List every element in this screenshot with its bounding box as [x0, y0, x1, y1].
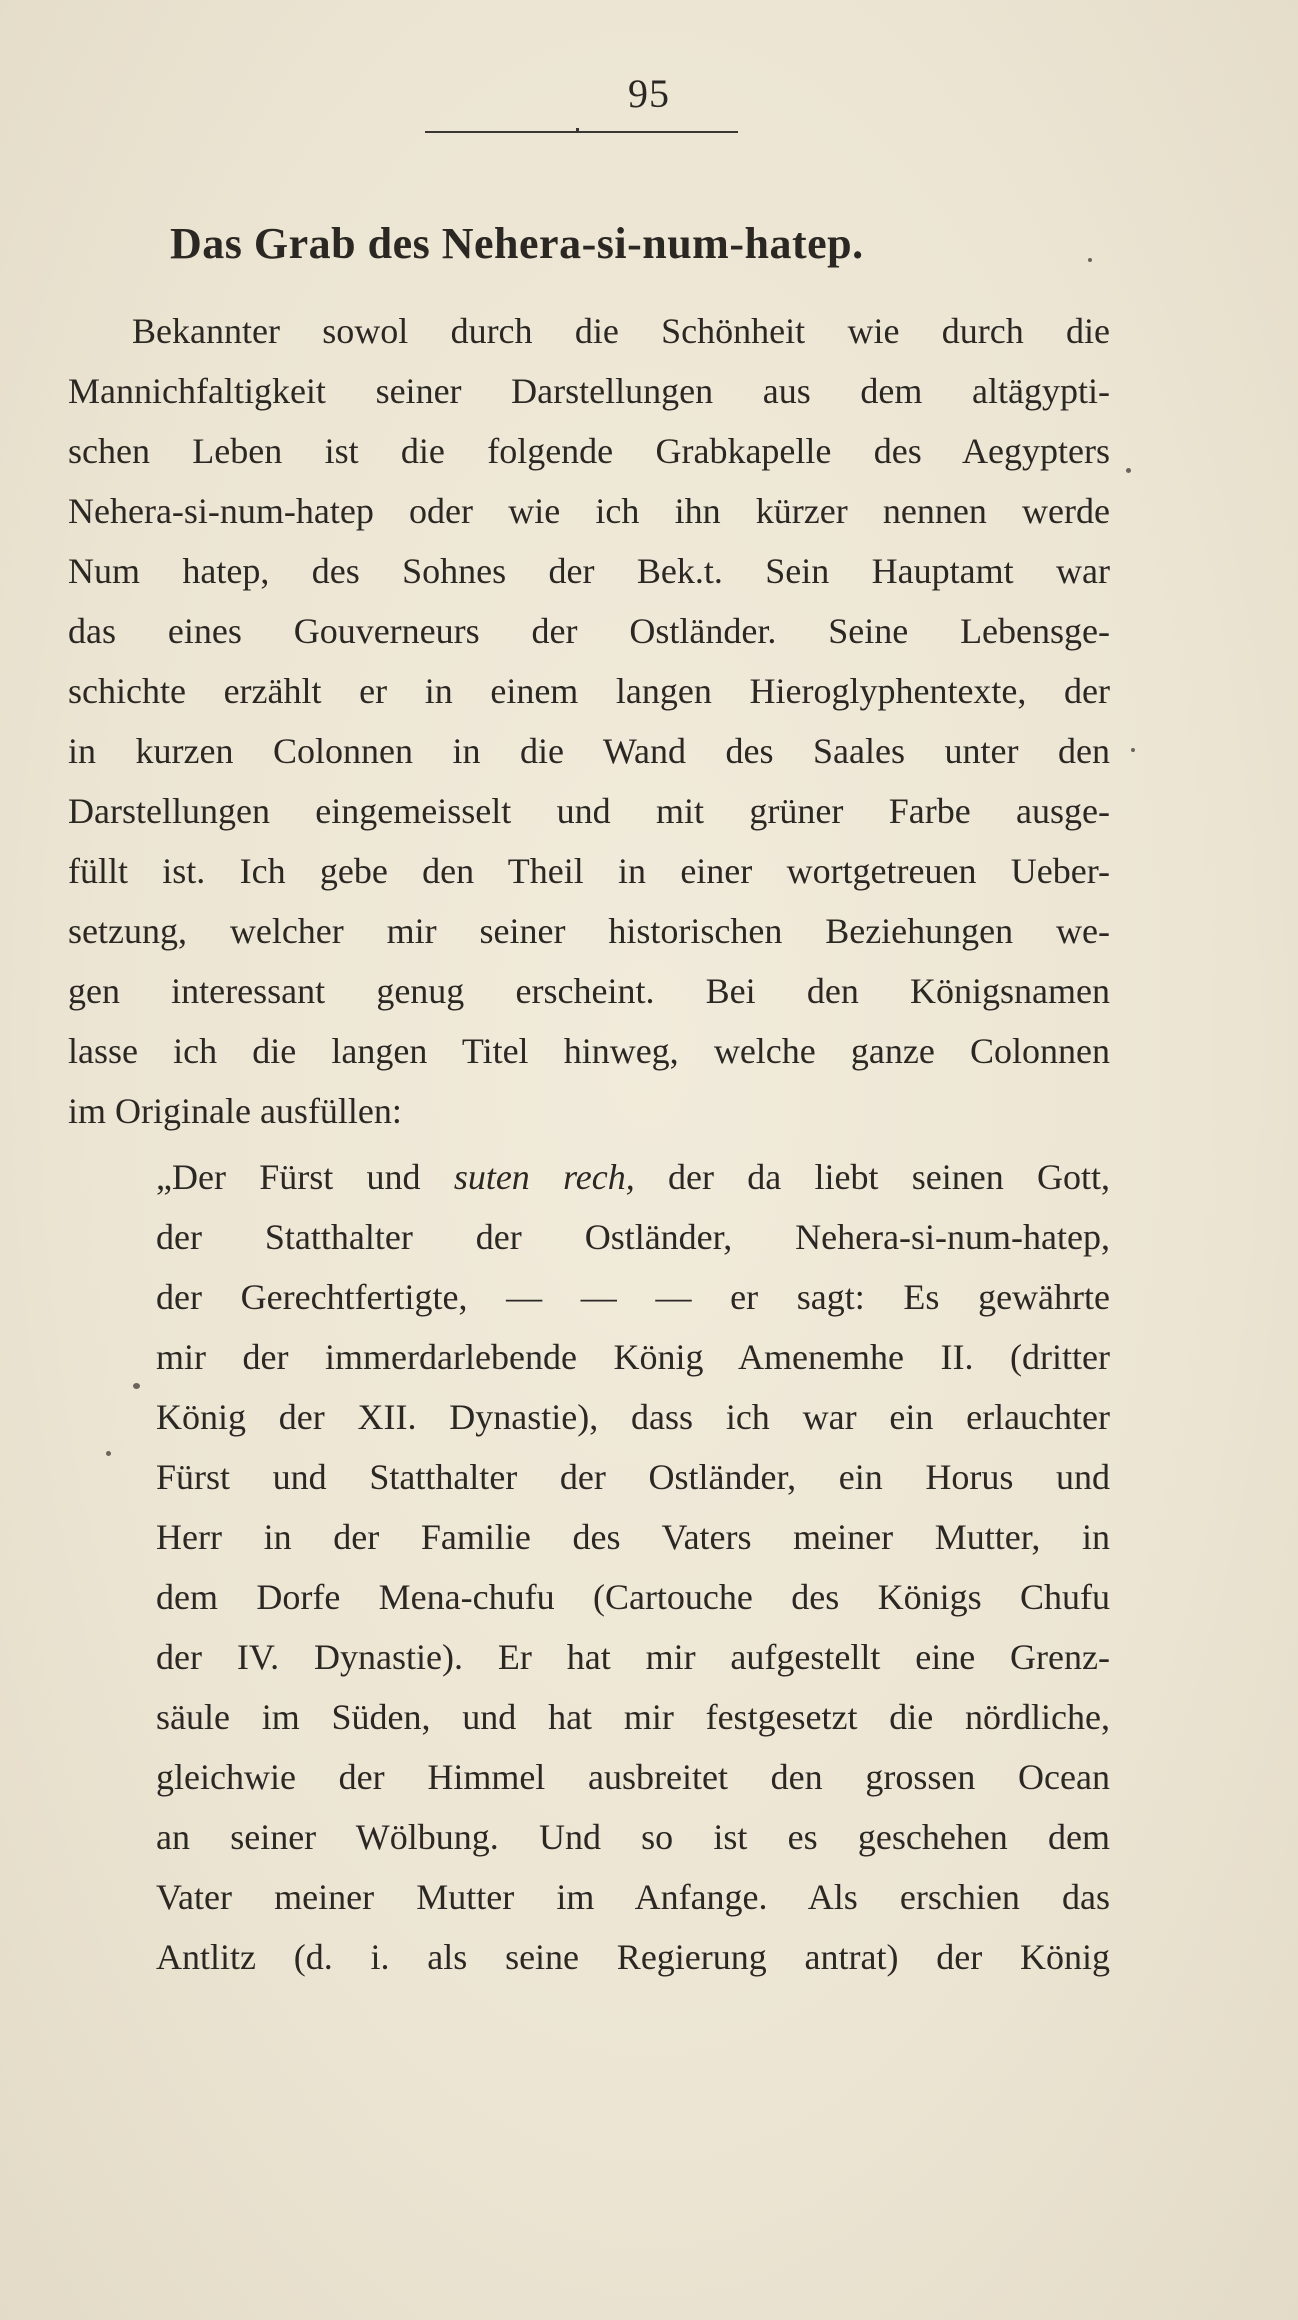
paragraph-line: Nehera-si-num-hatep oder wie ich ihn kürzer nennen werde — [68, 491, 1110, 531]
paragraph-line: füllt ist. Ich gebe den Theil in einer wortgetreuen Ueber- — [68, 851, 1110, 891]
paragraph-line: Num hatep, des Sohnes der Bek.t. Sein Hauptamt war — [68, 551, 1110, 591]
paragraph-line: gen interessant genug erscheint. Bei den Königsnamen — [68, 971, 1110, 1011]
quote-line — [156, 1155, 1110, 1199]
quote-line: Vater meiner Mutter im Anfange. Als erschien das — [156, 1877, 1110, 1917]
paragraph-line: setzung, welcher mir seiner historischen Beziehungen we- — [68, 911, 1110, 951]
quote-line: dem Dorfe Mena-chufu (Cartouche des Königs Chufu — [156, 1577, 1110, 1617]
paragraph-line: schichte erzählt er in einem langen Hieroglyphentexte, der — [68, 671, 1110, 711]
quote-emphasis: suten rech, — [453, 1157, 635, 1197]
paragraph-line: Bekannter sowol durch die Schönheit wie durch die — [132, 311, 1110, 351]
paper-speck — [1131, 748, 1135, 752]
quote-line-end: der da liebt seinen Gott, — [668, 1157, 1111, 1197]
chapter-title: Das Grab des Nehera-si-num-hatep. — [170, 219, 864, 268]
paper-speck — [106, 1451, 111, 1456]
paragraph-line: Darstellungen eingemeisselt und mit grüner Farbe ausge- — [68, 791, 1110, 831]
quote-line: Herr in der Familie des Vaters meiner Mutter, in — [156, 1517, 1110, 1557]
paragraph-line: schen Leben ist die folgende Grabkapelle des Aegypters — [68, 431, 1110, 471]
quote-line: Fürst und Statthalter der Ostländer, ein Horus und — [156, 1457, 1110, 1497]
quote-line: König der XII. Dynastie), dass ich war ein erlauchter — [156, 1397, 1110, 1437]
paragraph-line: Mannichfaltigkeit seiner Darstellungen aus dem altägypti- — [68, 371, 1110, 411]
quote-line: an seiner Wölbung. Und so ist es geschehen dem — [156, 1817, 1110, 1857]
paragraph-line: im Originale ausfüllen: — [68, 1091, 402, 1131]
quote-line: der IV. Dynastie). Er hat mir aufgestellt eine Grenz- — [156, 1637, 1110, 1677]
paragraph-line: lasse ich die langen Titel hinweg, welche ganze Colonnen — [68, 1031, 1110, 1071]
quote-line: Antlitz (d. i. als seine Regierung antrat) der König — [156, 1937, 1110, 1977]
quote-line: der Gerechtfertigte, — — — er sagt: Es gewährte — [156, 1277, 1110, 1317]
page-number: 95 — [628, 71, 670, 116]
quote-line: der Statthalter der Ostländer, Nehera-si-num-hatep, — [156, 1217, 1110, 1257]
quote-line: mir der immerdarlebende König Amenemhe II. (dritter — [156, 1337, 1110, 1377]
header-rule-tick — [576, 128, 579, 133]
paper-speck — [133, 1383, 140, 1389]
header-rule — [425, 131, 738, 133]
paper-speck — [1088, 258, 1092, 262]
paragraph-line: das eines Gouverneurs der Ostländer. Seine Lebensge- — [68, 611, 1110, 651]
paragraph-line: in kurzen Colonnen in die Wand des Saales unter den — [68, 731, 1110, 771]
quote-line: säule im Süden, und hat mir festgesetzt die nördliche, — [156, 1697, 1110, 1737]
quote-line: gleichwie der Himmel ausbreitet den grossen Ocean — [156, 1757, 1110, 1797]
paper-speck — [1126, 468, 1131, 473]
quote-line-start: „Der Fürst und — [156, 1157, 421, 1197]
